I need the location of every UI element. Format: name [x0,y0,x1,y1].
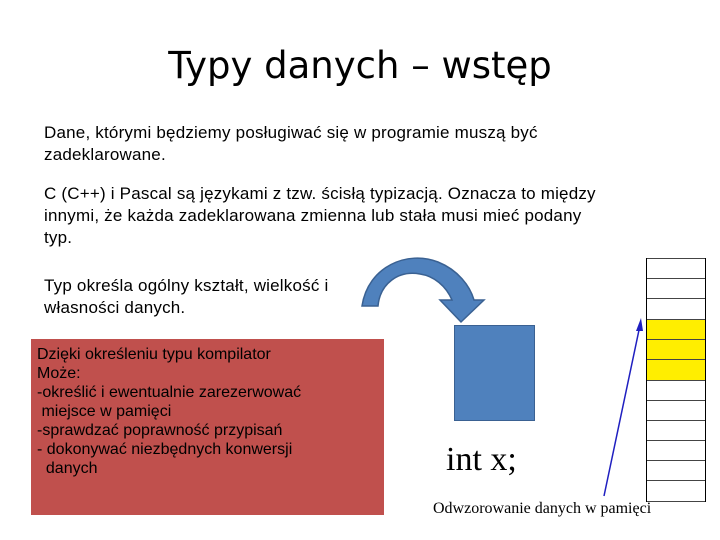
pointer-arrow-icon [604,318,643,496]
typing-paragraph: C (C++) i Pascal są językami z tzw. ścisłą typizacją. Oznacza to między innymi, że każda zadeklarowana zmienna lub stała musi mieć podany typ. [44,184,596,247]
compiler-benefits-text: Dzięki określeniu typu kompilator Może: -określić i ewentualnie zarezerwować miejsce w pamięci -sprawdzać poprawność przypisań - dokonywać niezbędnych konwersji danych [37,346,302,477]
slide-title: Typy danych – wstęp [168,44,552,87]
type-definition-paragraph: Typ określa ogólny kształt, wielkość i własności danych. [44,276,329,317]
memory-caption: Odwzorowanie danych w pamięci [433,500,652,517]
code-declaration: int x; [446,441,517,478]
intro-paragraph: Dane, którymi będziemy posługiwać się w programie muszą być zadeklarowane. [44,123,538,164]
